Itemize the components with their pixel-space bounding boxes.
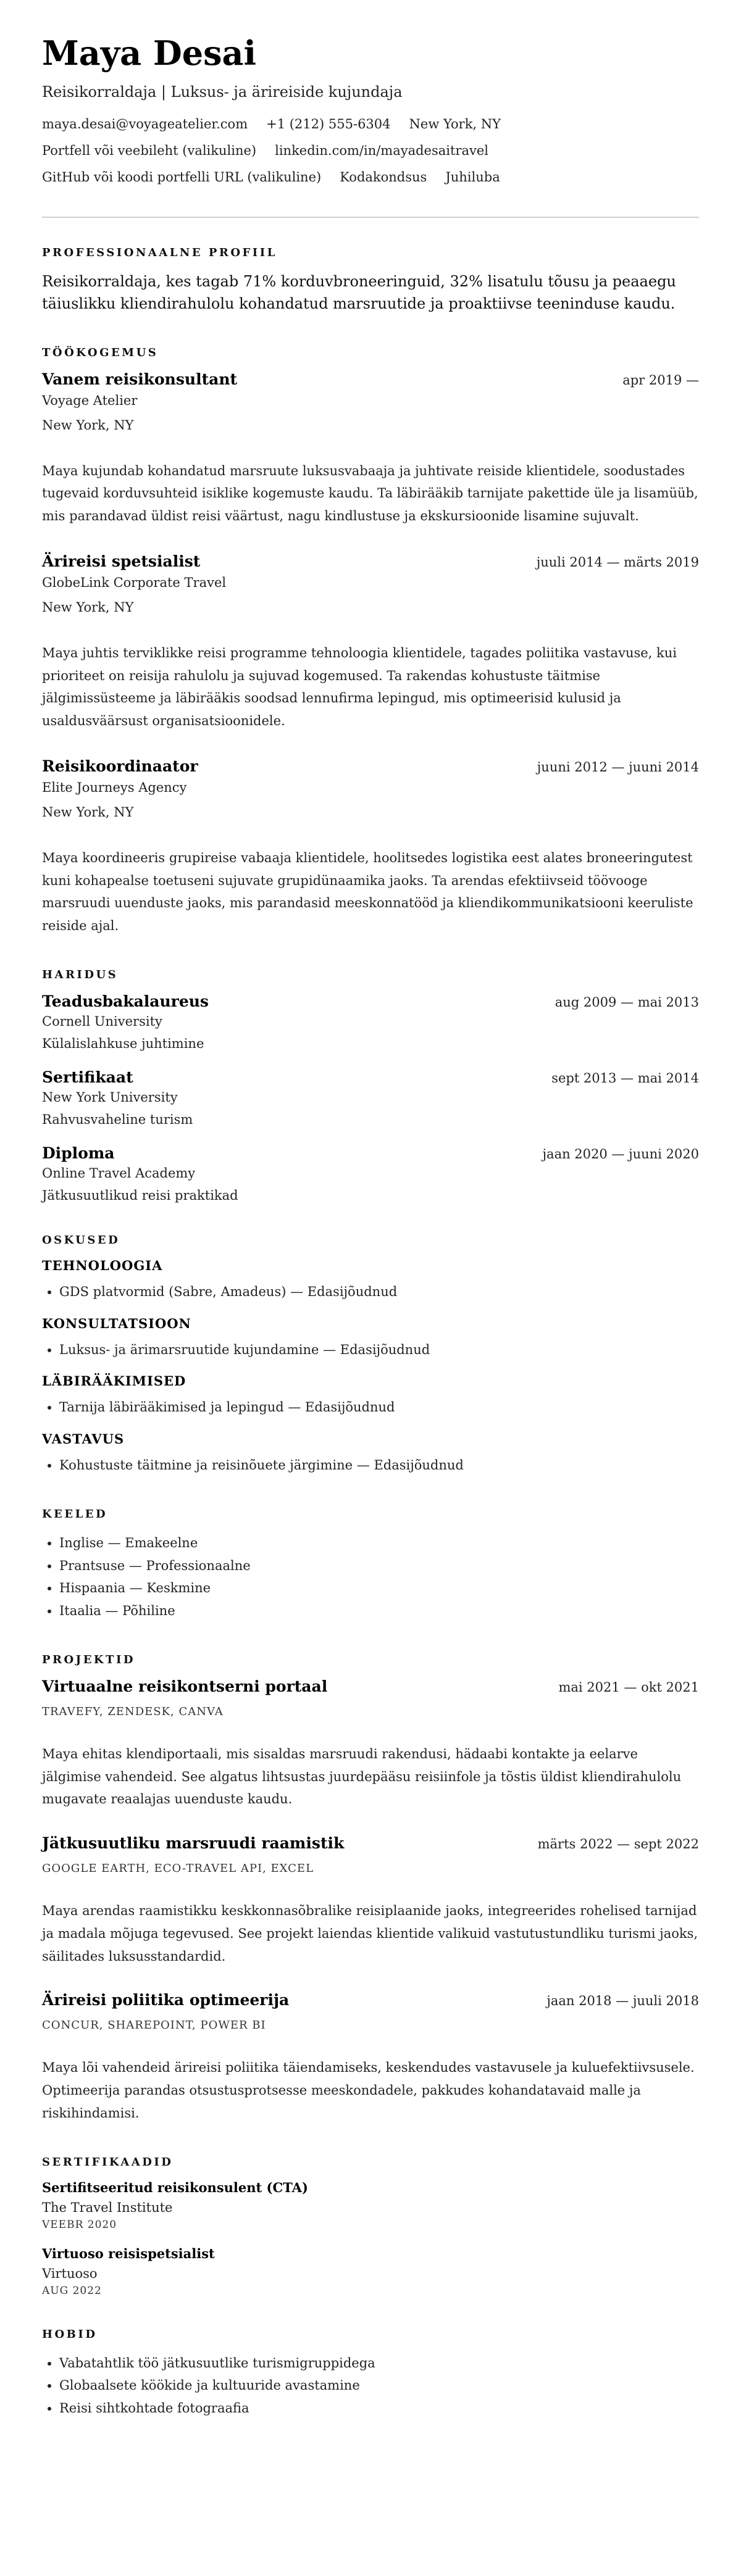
section-title: HOBID xyxy=(42,2327,98,2341)
entry-header xyxy=(42,1677,699,1695)
hobbies-section xyxy=(42,2328,699,2420)
skill-category: TEHNOLOOGIA xyxy=(42,1257,163,1273)
job-title: Reisikoordinaator xyxy=(42,757,198,775)
job-location: New York, NY xyxy=(42,804,134,820)
hobby-item: • Reisi sihtkohtade fotograafia xyxy=(59,2397,699,2420)
company-name: Voyage Atelier xyxy=(42,393,138,408)
skill-item: • Kohustuste täitmine ja reisinõuete järgimine — Edasijõudnud xyxy=(59,1454,699,1477)
certifications-section xyxy=(42,2156,699,2297)
skill-category: VASTAVUS xyxy=(42,1431,125,1447)
location-text: New York, NY xyxy=(409,116,501,131)
entry-header xyxy=(42,757,699,775)
skill-group xyxy=(42,1316,699,1361)
summary-text: Reisikorraldaja, kes tagab 71% korduvbroneeringuid, 32% lisatulu tõusu ja peaaegu täiuslikku kliendirahulolu kohandatud marsruutide ja proaktiivse teeninduse kaudu. xyxy=(42,272,676,313)
email-text: maya.desai@voyageatelier.com xyxy=(42,116,248,131)
languages-section xyxy=(42,1508,699,1622)
experience-section xyxy=(42,346,699,937)
company-name: Elite Journeys Agency xyxy=(42,779,187,795)
project-description: Maya lõi vahendeid ärireisi poliitika täiendamiseks, keskendudes vastavusele ja kuluefektiivsusele. Optimeerija parandas otsustusprotsesse meeskondadele, pakkudes kohandatavaid malle ja riskihindamisi. xyxy=(42,2060,695,2121)
project-tech: TRAVEFY, ZENDESK, CANVA xyxy=(42,1705,224,1718)
degree-title: Teadusbakalaureus xyxy=(42,992,209,1010)
skill-category: KONSULTATSIOON xyxy=(42,1315,191,1331)
project-dates: mai 2021 — okt 2021 xyxy=(558,1679,699,1695)
project-dates: jaan 2018 — juuli 2018 xyxy=(546,1993,699,2009)
certification-entry xyxy=(42,2180,699,2231)
project-entry xyxy=(42,1677,699,1811)
school-name: Cornell University xyxy=(42,1013,162,1029)
job-dates: juuni 2012 — juuni 2014 xyxy=(537,759,699,775)
skill-item: • GDS platvormid (Sabre, Amadeus) — Edasijõudnud xyxy=(59,1281,699,1303)
certification-name: Sertifitseeritud reisikonsulent (CTA) xyxy=(42,2179,308,2195)
certification-name: Virtuoso reisispetsialist xyxy=(42,2245,215,2261)
skill-item: • Tarnija läbirääkimised ja lepingud — Edasijõudnud xyxy=(59,1396,699,1419)
project-entry xyxy=(42,1834,699,1967)
portfolio-text: Portfell või veebileht (valikuline) xyxy=(42,143,257,158)
candidate-headline: Reisikorraldaja | Luksus- ja ärireiside kujundaja xyxy=(42,83,403,101)
education-dates: aug 2009 — mai 2013 xyxy=(555,994,699,1010)
phone-text: +1 (212) 555-6304 xyxy=(266,116,391,131)
degree-title: Diploma xyxy=(42,1144,115,1162)
citizenship-text: Kodakondsus xyxy=(340,169,427,185)
school-name: Online Travel Academy xyxy=(42,1165,196,1181)
job-title: Ärireisi spetsialist xyxy=(42,552,201,570)
education-dates: sept 2013 — mai 2014 xyxy=(551,1070,699,1086)
job-description: Maya kujundab kohandatud marsruute luksusvabaaja ja juhtivate reiside klientidele, soodustades tugevaid korduvsuhteid isiklike kogemuste kaudu. Ta läbirääkib tarnijate pakettide üle ja lisamüüb, mis parandavad üldist reisi väärtust, nagu kindlustuse ja ekskursioonide lisamine sujuvalt. xyxy=(42,463,698,524)
entry-header xyxy=(42,1068,699,1086)
entry-header xyxy=(42,552,699,570)
section-title: PROJEKTID xyxy=(42,1653,135,1666)
language-item: • Prantsuse — Professionaalne xyxy=(59,1555,699,1577)
job-description: Maya koordineeris grupireise vabaaja klientidele, hoolitsedes logistika eest alates broneeringutest kuni kohapealse toetuseni sujuvate grupidünaamika jaoks. Ta arendas efektiivseid töövooge marsruudi uuenduste jaoks, mis parandasid meeskonnatööd ja kliendikommunikatsiooni keeruliste reiside ajal. xyxy=(42,850,693,934)
language-item: • Inglise — Emakeelne xyxy=(59,1532,699,1555)
entry-header xyxy=(42,370,699,388)
experience-entry xyxy=(42,370,699,528)
project-dates: märts 2022 — sept 2022 xyxy=(537,1837,699,1852)
skill-group xyxy=(42,1258,699,1303)
experience-entry xyxy=(42,757,699,937)
certification-issuer: Virtuoso xyxy=(42,2266,98,2281)
linkedin-text: linkedin.com/in/mayadesaitravel xyxy=(275,143,488,158)
language-item: • Itaalia — Põhiline xyxy=(59,1600,699,1622)
entry-header xyxy=(42,1834,699,1852)
job-description: Maya juhtis terviklikke reisi programme tehnoloogia klientidele, tagades poliitika vastavuse, kui prioriteet on reisija rahulolu ja sujuvad kogemused. Ta rakendas kohustuste täitmise jälgimissüsteeme ja läbirääkis soodsad lennufirma lepingud, mis optimeerisid kulusid ja usaldusväärsust organisatsioonidele. xyxy=(42,645,677,729)
school-name: New York University xyxy=(42,1089,178,1105)
summary-section xyxy=(42,246,699,315)
entry-header xyxy=(42,992,699,1010)
entry-header xyxy=(42,1991,699,2009)
header-divider xyxy=(42,217,699,218)
project-tech: GOOGLE EARTH, ECO-TRAVEL API, EXCEL xyxy=(42,1862,314,1876)
github-text: GitHub või koodi portfelli URL (valikuline) xyxy=(42,169,322,185)
field-of-study: Rahvusvaheline turism xyxy=(42,1111,193,1127)
language-list xyxy=(42,1532,699,1622)
education-section xyxy=(42,968,699,1203)
certification-date: AUG 2022 xyxy=(42,2284,102,2297)
drivers-license-text: Juhiluba xyxy=(445,169,500,185)
project-tech: CONCUR, SHAREPOINT, POWER BI xyxy=(42,2019,266,2032)
contact-row xyxy=(42,170,699,185)
hobby-item: • Vabatahtlik töö jätkusuutlike turismigruppidega xyxy=(59,2352,699,2375)
experience-entry xyxy=(42,552,699,733)
degree-title: Sertifikaat xyxy=(42,1068,133,1086)
education-entry xyxy=(42,1144,699,1203)
section-title: HARIDUS xyxy=(42,968,119,981)
job-dates: apr 2019 — xyxy=(622,372,699,388)
resume-header xyxy=(42,33,699,185)
field-of-study: Külalislahkuse juhtimine xyxy=(42,1036,204,1051)
section-title: KEELED xyxy=(42,1507,108,1521)
project-description: Maya arendas raamistikku keskkonnasõbralike reisiplaanide jaoks, integreerides rohelised tarnijad ja madala mõjuga tegevused. See projekt laiendas klientide valikuid vastutustundliku turismi jaoks, säilitades luksusstandardid. xyxy=(42,1903,698,1964)
field-of-study: Jätkusuutlikud reisi praktikad xyxy=(42,1187,238,1203)
section-title: SERTIFIKAADID xyxy=(42,2155,174,2169)
section-title: PROFESSIONAALNE PROFIIL xyxy=(42,246,277,259)
language-item: • Hispaania — Keskmine xyxy=(59,1577,699,1600)
job-location: New York, NY xyxy=(42,417,134,433)
hobby-list xyxy=(42,2352,699,2420)
education-entry xyxy=(42,1068,699,1127)
project-name: Ärireisi poliitika optimeerija xyxy=(42,1991,290,2009)
project-name: Jätkusuutliku marsruudi raamistik xyxy=(42,1834,345,1853)
hobby-item: • Globaalsete köökide ja kultuuride avastamine xyxy=(59,2374,699,2397)
skill-group xyxy=(42,1373,699,1419)
certification-issuer: The Travel Institute xyxy=(42,2200,173,2215)
certification-entry xyxy=(42,2246,699,2297)
skill-list xyxy=(42,1454,699,1477)
project-description: Maya ehitas klendiportaali, mis sisaldas marsruudi rakendusi, hädaabi kontakte ja eelarve jälgimise vahendeid. See algatus lihtsustas juurdepääsu reisiinfole ja tõstis üldist kliendirahulolu mugavate reaalajas uuenduste kaudu. xyxy=(42,1746,682,1807)
candidate-name: Maya Desai xyxy=(42,33,257,73)
certification-date: VEEBR 2020 xyxy=(42,2218,117,2231)
company-name: GlobeLink Corporate Travel xyxy=(42,575,227,590)
contact-row xyxy=(42,117,699,131)
education-entry xyxy=(42,992,699,1051)
entry-header xyxy=(42,1144,699,1162)
section-title: TÖÖKOGEMUS xyxy=(42,346,159,359)
skill-item: • Luksus- ja ärimarsruutide kujundamine — Edasijõudnud xyxy=(59,1339,699,1361)
skill-list xyxy=(42,1339,699,1361)
project-entry xyxy=(42,1991,699,2124)
skills-section xyxy=(42,1234,699,1477)
skill-list xyxy=(42,1281,699,1303)
project-name: Virtuaalne reisikontserni portaal xyxy=(42,1677,328,1695)
skill-list xyxy=(42,1396,699,1419)
job-location: New York, NY xyxy=(42,599,134,615)
job-dates: juuli 2014 — märts 2019 xyxy=(536,554,699,570)
projects-section xyxy=(42,1653,699,2125)
education-dates: jaan 2020 — juuni 2020 xyxy=(542,1146,699,1161)
contact-row xyxy=(42,143,699,158)
skill-category: LÄBIRÄÄKIMISED xyxy=(42,1373,186,1389)
job-title: Vanem reisikonsultant xyxy=(42,370,238,388)
skill-group xyxy=(42,1431,699,1477)
section-title: OSKUSED xyxy=(42,1233,120,1247)
